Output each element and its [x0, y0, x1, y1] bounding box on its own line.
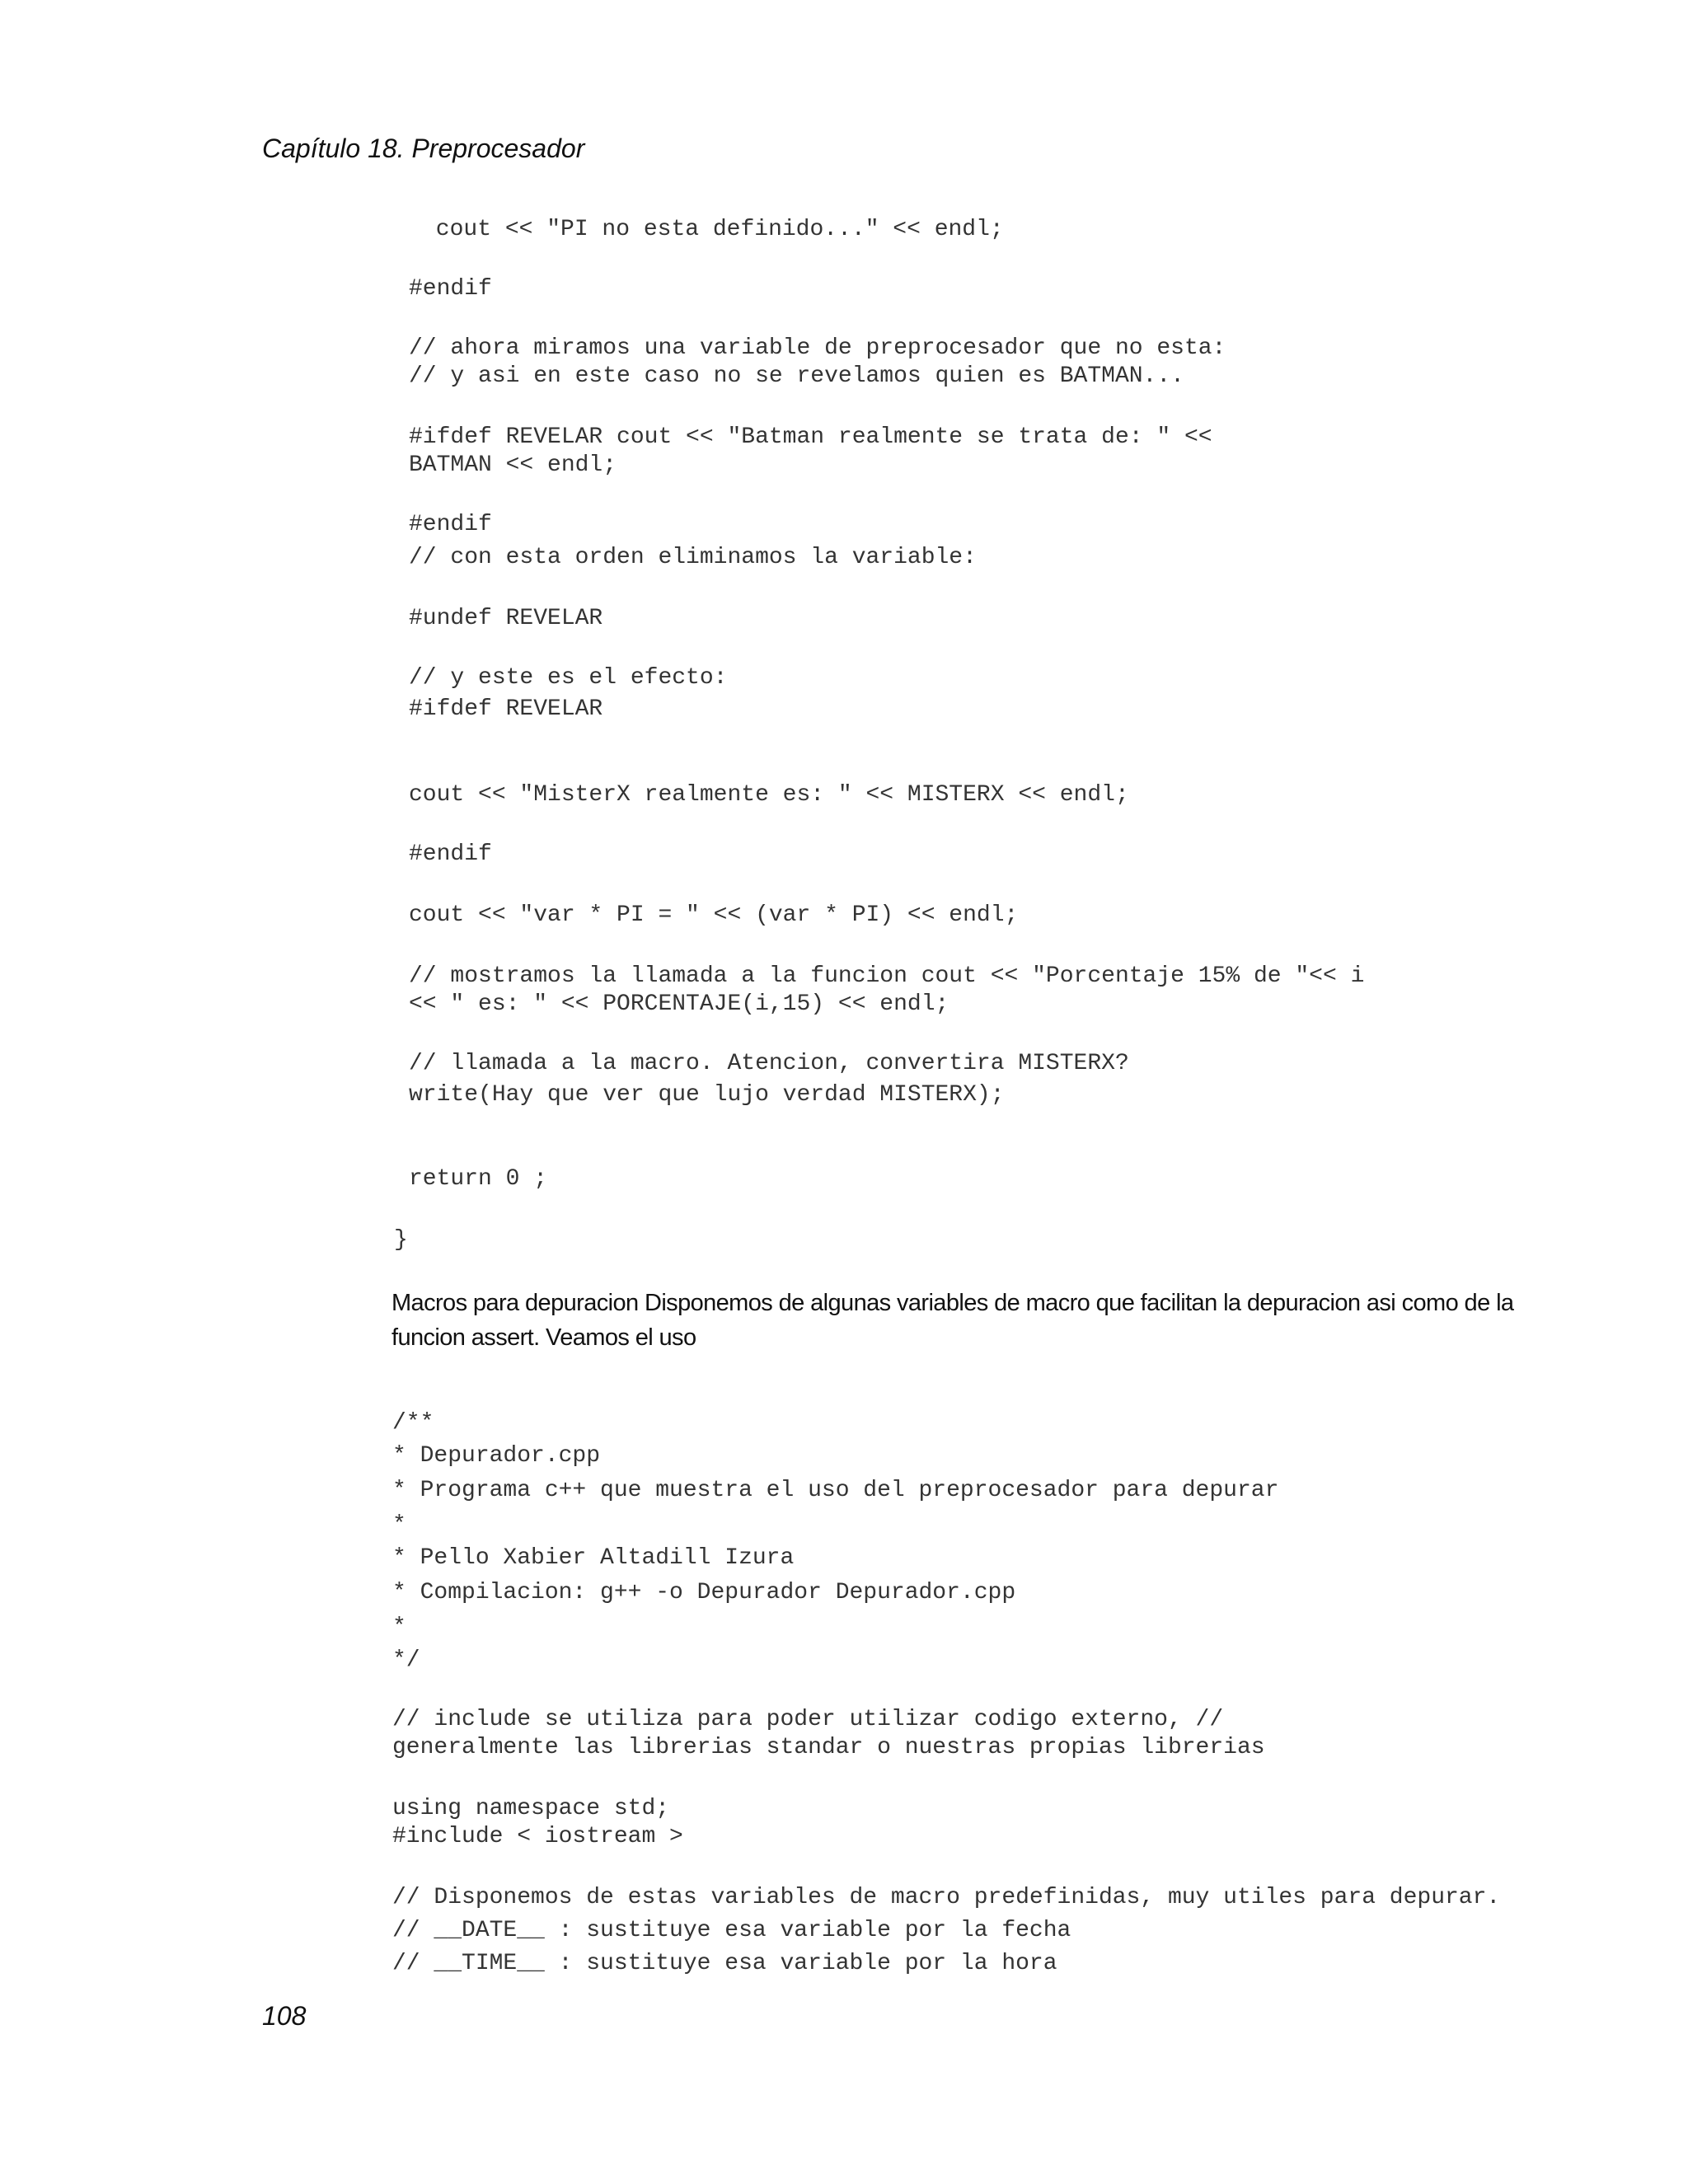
code-line: // __TIME__ : sustituye esa variable por la hora	[392, 1951, 1057, 1976]
code-line: // ahora miramos una variable de preprocesador que no esta:	[409, 335, 1226, 361]
code-line: << " es: " << PORCENTAJE(i,15) << endl;	[409, 991, 950, 1017]
code-line: // y asi en este caso no se revelamos quien es BATMAN...	[409, 363, 1184, 389]
code-line: #endif	[409, 276, 492, 302]
code-line: cout << "var * PI = " << (var * PI) << endl;	[409, 902, 1019, 928]
code-line: * Depurador.cpp	[392, 1443, 601, 1469]
code-line: #endif	[409, 841, 492, 867]
code-line: #ifdef REVELAR	[409, 696, 603, 722]
code-line: BATMAN << endl;	[409, 452, 617, 478]
code-line: *	[392, 1615, 406, 1640]
code-line: generalmente las librerias standar o nuestras propias librerias	[392, 1735, 1265, 1760]
closing-brace: }	[394, 1227, 408, 1253]
code-line: #endif	[409, 512, 492, 537]
code-line: // __DATE__ : sustituye esa variable por la fecha	[392, 1918, 1071, 1943]
code-line: #include < iostream >	[392, 1824, 683, 1849]
code-line: write(Hay que ver que lujo verdad MISTERX);	[409, 1082, 1005, 1108]
running-header: Capítulo 18. Preprocesador	[262, 134, 585, 163]
code-line: // con esta orden eliminamos la variable:	[409, 545, 977, 570]
code-line: using namespace std;	[392, 1796, 670, 1821]
code-line: // llamada a la macro. Atencion, convertira MISTERX?	[409, 1051, 1129, 1076]
body-paragraph: Macros para depuracion Disponemos de algunas variables de macro que facilitan la depuracion asi como de la funcion assert. Veamos el uso	[392, 1290, 1514, 1351]
code-line: // y este es el efecto:	[409, 665, 728, 691]
code-line: // mostramos la llamada a la funcion cout << "Porcentaje 15% de "<< i	[409, 963, 1365, 989]
page-number: 108	[262, 2001, 307, 2031]
code-line: cout << "MisterX realmente es: " << MISTERX << endl;	[409, 782, 1129, 808]
code-line: cout << "PI no esta definido..." << endl;	[422, 217, 1004, 242]
code-line: * Programa c++ que muestra el uso del preprocesador para depurar	[392, 1478, 1279, 1503]
code-line: *	[392, 1512, 406, 1538]
code-line: // include se utiliza para poder utilizar codigo externo, //	[392, 1707, 1224, 1732]
code-line: #ifdef REVELAR cout << "Batman realmente se trata de: " <<	[409, 424, 1212, 450]
code-line: */	[392, 1647, 420, 1673]
code-line: * Pello Xabier Altadill Izura	[392, 1545, 795, 1571]
code-line: // Disponemos de estas variables de macro predefinidas, muy utiles para depurar.	[392, 1885, 1501, 1910]
code-line: #undef REVELAR	[409, 606, 603, 631]
code-line: return 0 ;	[409, 1166, 548, 1192]
code-line: /**	[392, 1410, 434, 1436]
code-line: * Compilacion: g++ -o Depurador Depurador.cpp	[392, 1580, 1016, 1605]
